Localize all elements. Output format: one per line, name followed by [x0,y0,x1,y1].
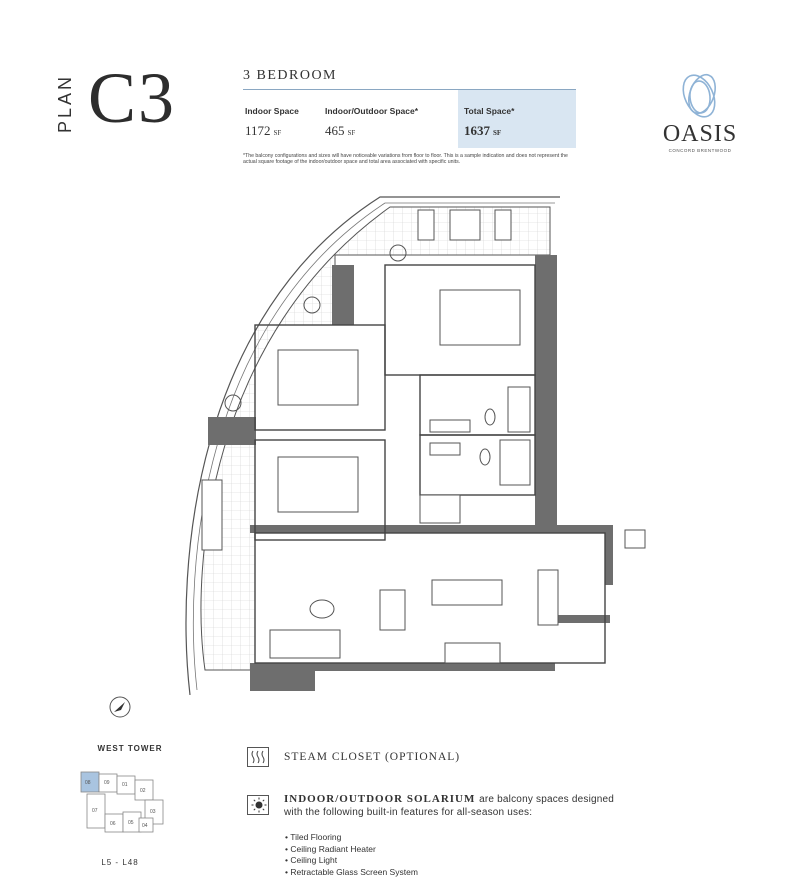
indoor-space-value [245,123,281,139]
outdoor-space-label: Indoor/Outdoor Space* [325,106,419,116]
steam-icon [247,747,269,767]
oasis-logo-icon [655,70,745,122]
keyplan-label-07: 07 [92,808,98,814]
space-summary-table [243,90,576,148]
north-arrow-icon [108,695,132,719]
keyplan-label-04: 04 [142,823,148,829]
indoor-space-number: 1172 [245,123,271,138]
outdoor-space-unit: SF [347,129,356,137]
footnote: *The balcony configurations and sizes will have noticeable variations from floor to floor. This is a sample indication and does not represent the actual square footage of the indoor/outdoor space and total area associated with specific units. [243,153,568,166]
feature-item: • Tiled Flooring [285,832,418,844]
unit-type-title: 3 BEDROOM [243,68,338,83]
indoor-space-unit: SF [273,129,282,137]
interior-walls [208,255,613,691]
solarium-feature-list [285,832,418,878]
keyplan-label-02: 02 [140,788,146,794]
feature-item: • Ceiling Radiant Heater [285,844,418,856]
keyplan-label-01: 01 [122,782,128,788]
outdoor-space-number: 465 [325,123,345,138]
keyplan-label-08: 08 [85,780,91,786]
sun-icon [247,795,269,815]
keyplan-label-03: 03 [150,809,156,815]
total-space-label: Total Space* [464,106,515,116]
total-space-cell [458,90,576,148]
solarium-description [284,793,644,819]
solarium-desc-line-1: are balcony spaces designed [479,794,615,805]
levels-label: L5 - L48 [101,858,139,867]
bathroom-fixtures [430,387,530,485]
feature-item: • Ceiling Light [285,855,418,867]
plan-code: C3 [88,58,177,138]
tower-label: WEST TOWER [97,744,163,753]
keyplan-label-06: 06 [110,821,116,827]
kitchen-island [432,570,558,663]
outdoor-space-value [325,123,355,139]
steam-closet-label: STEAM CLOSET (OPTIONAL) [284,751,461,763]
key-plan [73,762,173,852]
floor-plan-drawing [150,195,650,695]
brand-subtitle: CONCORD BRENTWOOD [668,148,732,153]
feature-item: • Retractable Glass Screen System [285,867,418,879]
total-space-unit: SF [493,129,502,137]
total-space-value [464,123,501,139]
indoor-space-label: Indoor Space [245,106,299,116]
outdoor-space-cell [323,90,458,148]
brand-logo [655,70,745,127]
brand-name: OASIS [662,121,738,147]
keyplan-label-09: 09 [104,780,110,786]
solarium-title: INDOOR/OUTDOOR SOLARIUM [284,793,476,805]
solarium-desc-line-2: with the following built-in features for all-season uses: [284,807,533,818]
indoor-space-cell [243,90,323,148]
total-space-number: 1637 [464,123,490,138]
plan-label: PLAN [55,73,75,133]
sofa [270,600,340,658]
keyplan-label-05: 05 [128,820,134,826]
